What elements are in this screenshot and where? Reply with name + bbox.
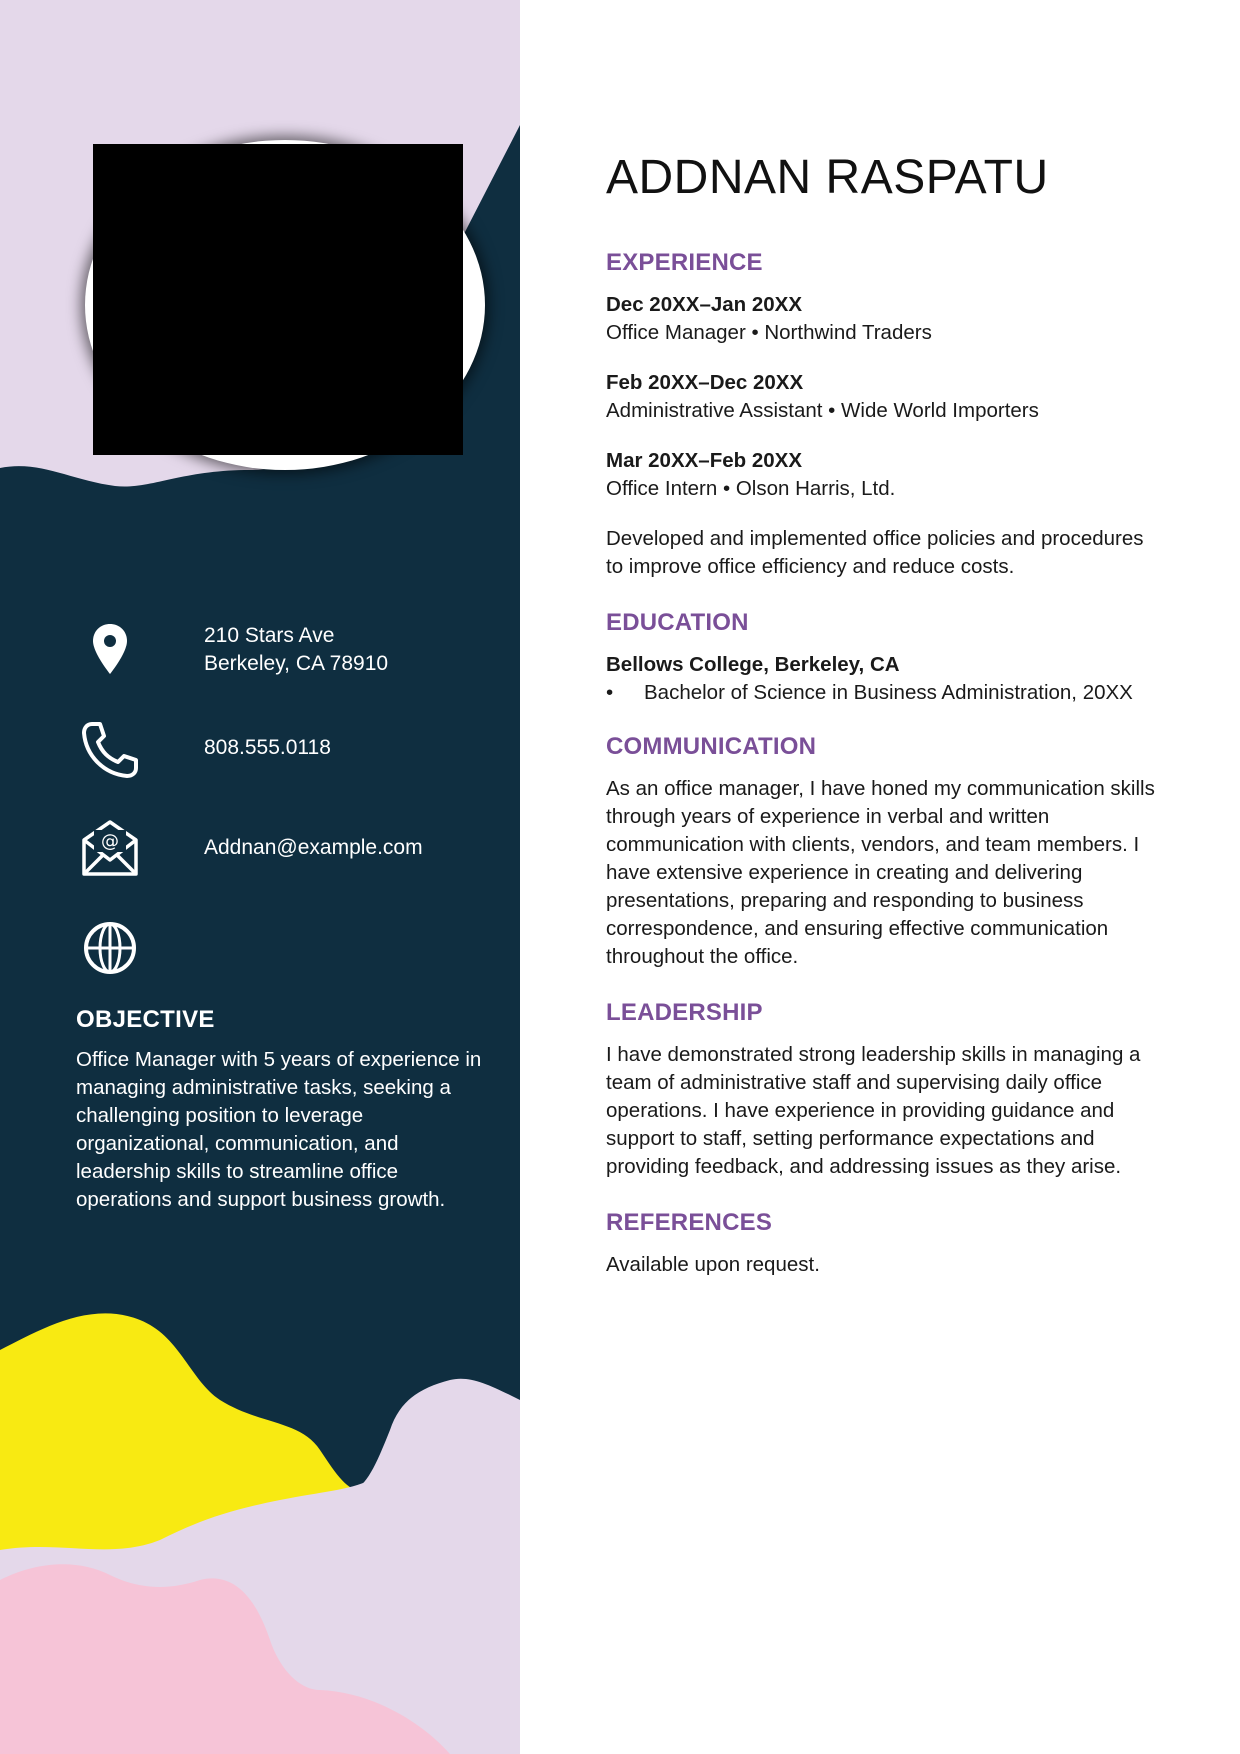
objective-title: OBJECTIVE [76, 1006, 215, 1033]
experience-summary: Developed and implemented office policies and procedures to improve office efficiency and reduce costs. [606, 527, 1144, 578]
job-dates: Dec 20XX–Jan 20XX [606, 293, 803, 316]
bullet-dot: • [606, 681, 614, 704]
references-section [606, 1209, 1166, 1279]
job-role: Office Intern • Olson Harris, Ltd. [606, 477, 896, 500]
svg-text:@: @ [101, 831, 119, 852]
job-role: Office Manager • Northwind Traders [606, 321, 932, 344]
experience-title: EXPERIENCE [606, 249, 763, 276]
phone-text: 808.555.0118 [204, 736, 331, 759]
candidate-name: ADDNAN RASPATU [606, 151, 1049, 204]
sidebar [0, 0, 520, 1754]
communication-title: COMMUNICATION [606, 733, 817, 760]
address-line-2: Berkeley, CA 78910 [204, 652, 389, 675]
job-dates: Feb 20XX–Dec 20XX [606, 371, 804, 394]
education-school: Bellows College, Berkeley, CA [606, 653, 900, 676]
education-degree-item [606, 679, 1166, 707]
communication-section [606, 733, 1166, 971]
address-text [204, 622, 388, 678]
education-section [606, 609, 1166, 707]
profile-photo-frame [85, 140, 485, 470]
references-text: Available upon request. [606, 1253, 820, 1276]
experience-section [606, 249, 1166, 581]
leadership-title: LEADERSHIP [606, 999, 763, 1026]
job-entry [606, 291, 1166, 347]
profile-photo [93, 144, 463, 455]
objective-section [76, 1006, 496, 1214]
education-title: EDUCATION [606, 609, 749, 636]
job-dates: Mar 20XX–Feb 20XX [606, 449, 802, 472]
communication-text: As an office manager, I have honed my communication skills through years of experience in verbal and written communication with clients, vendors, and team members. I have extensive experience in creating and delivering presentations, preparing and responding to business correspondence, and ensuring effective communication throughout the office. [606, 777, 1155, 968]
job-entry [606, 369, 1166, 425]
references-title: REFERENCES [606, 1209, 773, 1236]
email-text: Addnan@example.com [204, 836, 423, 859]
job-role: Administrative Assistant • Wide World Importers [606, 399, 1039, 422]
leadership-section [606, 999, 1166, 1181]
objective-text: Office Manager with 5 years of experience in managing administrative tasks, seeking a challenging position to leverage organizational, communication, and leadership skills to streamline office operations and support business growth. [76, 1048, 482, 1211]
leadership-text: I have demonstrated strong leadership skills in managing a team of administrative staff and supervising daily office operations. I have experience in providing guidance and support to staff, setting performance expectations and providing feedback, and addressing issues as they arise. [606, 1043, 1141, 1178]
email-icon [78, 816, 142, 880]
globe-icon [78, 916, 142, 980]
main-content [606, 150, 1166, 1307]
location-pin-icon [78, 620, 142, 684]
job-entry [606, 447, 1166, 503]
education-degree: Bachelor of Science in Business Administration, 20XX [644, 681, 1133, 704]
phone-icon [78, 718, 142, 782]
address-line-1: 210 Stars Ave [204, 624, 335, 647]
